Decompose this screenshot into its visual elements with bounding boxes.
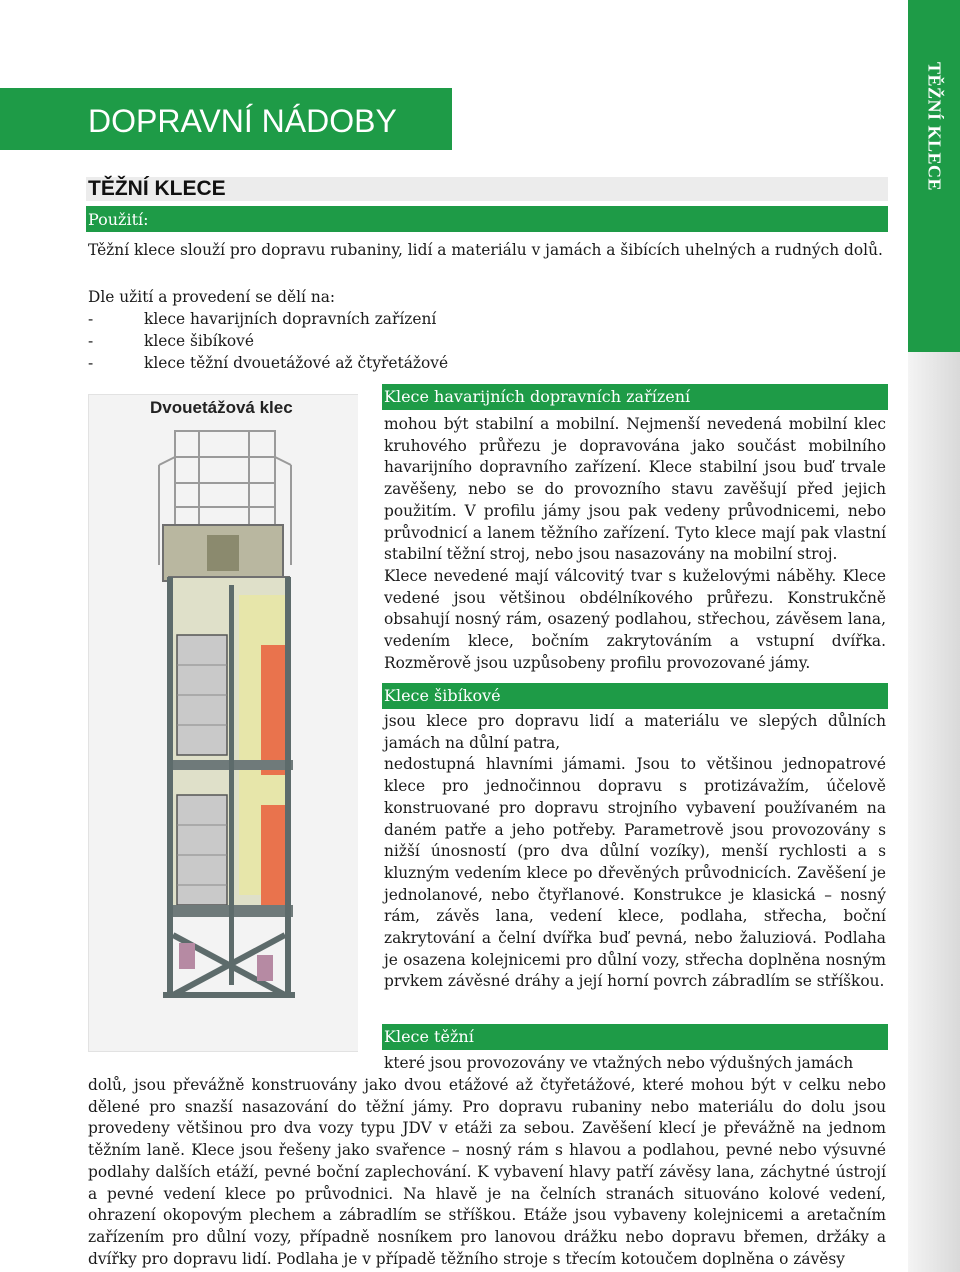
division-intro: Dle užití a provedení se dělí na: — [88, 288, 336, 306]
section-paragraph: Klece nevedené mají válcovitý tvar s kuželovými náběhy. Klece vedené jsou většinou obdélníkového průřezu. Konstrukčně obsahují nosný rám, osazený podlahou, střechou, závěsem lana, vedením klece, bočním zakrytováním a vstupní dvířka. Rozměrově jsou uzpůsobeny profilu provozované jámy. — [384, 566, 886, 672]
section-paragraph: nedostupná hlavními jámami. Jsou to většinou jednopatrové klece pro jednočinnou dopravu s protizávažím, účelově konstruované pro dopravu strojního vybavení používaném na daném patře a jeho potřeby. Parametrově jsou provozovány s nižší únosností (pro dva důlní vozíky), menší rychlosti a s kluzným vedením klece po dřevěných průvodnicích. Zavěšení je jednolanové, nebo čtyřlanové. Konstrukce je klasická – nosný rám, závěs lana, vedení klece, podlaha, střecha, boční zakrytování a čelní dvířka buď pevná, nebo žaluziová. Podlaha je osazena kolejnicemi pro důlní vozy, střecha doplněna nosným prvkem závěsné dráhy a její horní povrch zábradlím se stříškou. — [384, 755, 886, 991]
list-item-text: klece těžní dvouetážové až čtyřetážové — [144, 354, 449, 372]
side-tab — [908, 0, 960, 352]
usage-heading-bar — [86, 206, 888, 232]
section-body — [384, 414, 886, 674]
list-item — [88, 353, 448, 375]
list-item-text: klece šibíkové — [144, 332, 254, 350]
section-paragraph: jsou klece pro dopravu lidí a materiálu ve slepých důlních jamách na důlní patra, — [384, 712, 886, 752]
list-item-text: klece havarijních dopravních zařízení — [144, 310, 437, 328]
usage-text: Těžní klece slouží pro dopravu rubaniny, lidí a materiálu v jamách a šibících uhelných a rudných dolů. — [88, 241, 883, 259]
page-title: DOPRAVNÍ NÁDOBY — [88, 103, 397, 139]
section-heading: Klece havarijních dopravních zařízení — [384, 387, 691, 406]
side-tab-label: TĚŽNÍ KLECE — [924, 62, 945, 192]
list-item — [88, 331, 254, 353]
section-heading: Klece šibíkové — [384, 686, 501, 705]
section-paragraph: mohou být stabilní a mobilní. Nejmenší nevedená mobilní klec kruhového průřezu je dopravována jako součást mobilního havarijního dopravního zařízení. Klece stabilní jsou buď trvale zavěšeny, nebo se do provozního stavu zavěšují před jejich použitím. V profilu jámy jsou pak vedeny průvodnicemi, nebo průvodnicí a lanem těžního zařízení. Tyto klece mají pak vlastní stabilní těžní stroj, nebo jsou nasazovány na mobilní stroj. — [384, 415, 886, 564]
section-title: TĚŽNÍ KLECE — [88, 177, 226, 200]
section-heading: Klece těžní — [384, 1027, 474, 1046]
usage-heading: Použití: — [88, 210, 149, 229]
list-item — [88, 309, 436, 331]
figure-caption: Dvouetážová klec — [150, 398, 293, 417]
section-first-line: které jsou provozovány ve vtažných nebo výdušných jamách — [384, 1054, 854, 1072]
list-bullet: - — [88, 354, 94, 372]
section-paragraph: dolů, jsou převážně konstruovány jako dvou etážové až čtyřetážové, které mohou být v celku nebo dělené pro snazší nasazování do těžní jámy. Pro dopravu rubaniny nebo materiálu do dolu jsou provedeny většinou pro dva vozy typu JDV v etáži za sebou. Zavěšení klecí je převážně na jednom těžním laně. Klece jsou řešeny jako svařence – nosný rám s hlavou a podlahou, pevné nebo výsuvné podlahy dalších etáží, pevné boční zaplechování. K vybavení hlavy patří závěsy lana, záchytné ústrojí a pevné vedení klece po průvodnici. Na hlavě je na čelních stranách situováno kolové vedení, ohrazení okopovým plechem a zábradlím se stříškou. Etáže jsou vybaveny kolejnicemi a aretačním zařízením pro důlní vozy, případně nosníkem pro lanovou drážku nebo dopravu břemen, držáky a dvířky pro dopravu lidí. Podlaha je v případě těžního stroje s třecím kotoučem doplněna o závěsy — [88, 1076, 886, 1268]
section-body — [384, 711, 886, 993]
figure-edge — [358, 394, 366, 1052]
cage-drawing — [89, 395, 366, 1052]
list-bullet: - — [88, 310, 94, 328]
list-bullet: - — [88, 332, 94, 350]
cage-illustration — [88, 394, 366, 1052]
side-strip — [908, 352, 960, 1272]
